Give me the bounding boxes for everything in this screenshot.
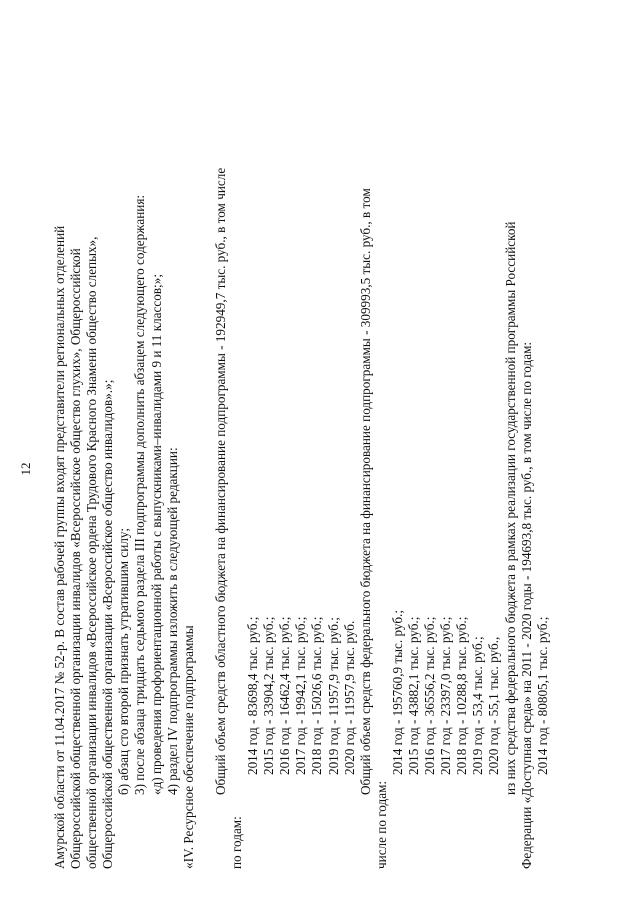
list-item: 2014 год - 195760,9 тыс. руб.;: [389, 610, 405, 775]
item-3: 3) после абзаца тридцать седьмого раздела III подпрограммы дополнить абзацем следующего содержания:: [132, 194, 148, 795]
list-item: 2017 год - 23397,0 тыс. руб.;: [438, 616, 454, 775]
list-item: 2020 год - 55,1 тыс. руб.,: [486, 636, 502, 775]
text-line: Амурской области от 11.04.2017 № 52-р. В состав рабочей группы входят представители региональных отделений: [52, 225, 67, 869]
page-number: 12: [18, 462, 33, 476]
list-item: 2015 год - 33904,2 тыс. руб.;: [261, 616, 277, 775]
list-item: 2018 год - 15026,6 тыс. руб.;: [309, 616, 325, 775]
state-program-years-list: [535, 69, 551, 869]
text-line: числе по годам:: [373, 780, 389, 869]
list-item: 2019 год - 53,4 тыс. руб.;: [470, 636, 486, 775]
list-item: 2014 год - 83698,4 тыс. руб.;: [245, 616, 261, 775]
paragraph-federal-total: [358, 69, 390, 869]
item-3-quote: «д) проведения профориентационной работы с выпускниками–инвалидами 9 и 11 классов;»;: [148, 274, 164, 795]
text-line: из них средства федерального бюджета в рамках реализации государственной программы Российской: [502, 221, 518, 795]
text-line: Общероссийской общественной организации инвалидов «Всероссийское общество глухих», Общероссийской: [68, 248, 84, 869]
section-heading: «IV. Ресурсное обеспечение подпрограммы: [180, 625, 196, 869]
text-line: общественной организации инвалидов «Всероссийское ордена Трудового Красного Знамени общество слепых»,: [84, 236, 100, 869]
list-item: 2017 год - 19942,1 тыс. руб.;: [293, 616, 309, 775]
document-body: [18, 69, 551, 869]
regional-years-list: [245, 69, 358, 869]
item-4: 4) раздел IV подпрограммы изложить в следующей редакции:: [164, 447, 180, 795]
paragraph-regional-total: [213, 69, 245, 869]
paragraph-working-group: [52, 69, 116, 869]
list-item: 2020 год - 11957,9 тыс. руб.: [341, 620, 357, 775]
text-line: Общий объем средств областного бюджета на финансирование подпрограммы - 192949,7 тыс. руб., в том числе: [212, 167, 228, 795]
list-item: 2015 год - 43882,1 тыс. руб.;: [405, 616, 421, 775]
list-item: 2016 год - 16462,4 тыс. руб.;: [277, 616, 293, 775]
text-line: Общий объем средств федерального бюджета на финансирование подпрограммы - 309993,5 тыс. руб., в том: [357, 188, 373, 795]
text-line: по годам:: [228, 816, 244, 869]
paragraph-state-program: [503, 69, 535, 869]
list-item: 2019 год - 11957,9 тыс. руб.;: [325, 617, 341, 775]
text-line: Общероссийской общественной организации «Всероссийское общество инвалидов».»;: [100, 379, 116, 869]
federal-years-list: [390, 69, 503, 869]
list-item: 2016 год - 36556,2 тыс. руб.;: [422, 616, 438, 775]
list-item: 2014 год - 80805,1 тыс. руб.;: [534, 616, 550, 775]
item-b: б) абзац сто второй признать утратившим силу;: [116, 528, 132, 795]
list-item: 2018 год - 10288,8 тыс. руб.;: [454, 616, 470, 775]
text-line: Федерации «Доступная среда» на 2011 - 2020 годы - 194693,8 тыс. руб., в том числе по годам:: [518, 341, 534, 869]
